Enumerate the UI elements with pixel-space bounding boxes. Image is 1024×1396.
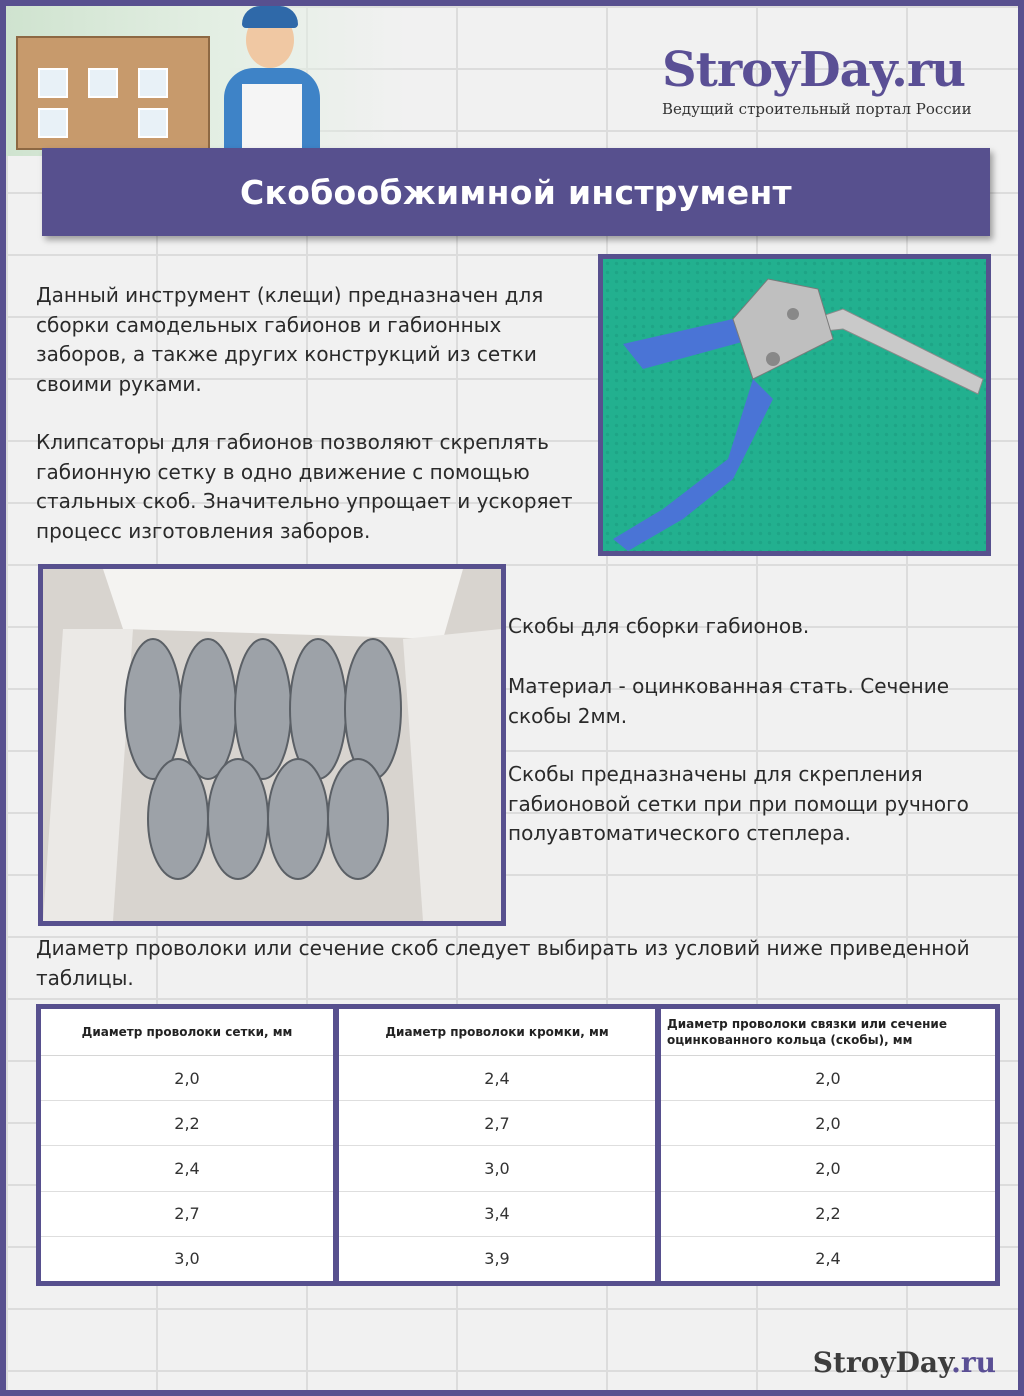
wire-diameter-table xyxy=(36,1004,1000,1286)
footer-logo-brand: StroyDay xyxy=(812,1346,952,1379)
table-cell: 3,9 xyxy=(484,1249,510,1269)
staples-illustration xyxy=(43,569,501,921)
table-cell: 2,4 xyxy=(815,1249,841,1269)
staples-line-3: Скобы предназначены для скрепления габионовой сетки при при помощи ручного полуавтоматического степлера. xyxy=(508,762,969,845)
table-column-binding xyxy=(661,1009,995,1281)
house-window xyxy=(138,68,168,98)
table-cell: 2,7 xyxy=(41,1192,333,1237)
staples-line-1: Скобы для сборки габионов. xyxy=(508,614,810,638)
worker-illustration xyxy=(216,6,326,154)
house-illustration xyxy=(16,36,210,150)
intro-paragraph-1: Данный инструмент (клещи) предназначен для сборки самодельных габионов и габионных заборов, а также других конструкций из сетки своими руками. xyxy=(36,283,544,396)
table-cell: 3,4 xyxy=(339,1192,655,1237)
table-header-mesh: Диаметр проволоки сетки, мм xyxy=(41,1009,333,1056)
logo-tagline: Ведущий строительный портал России xyxy=(662,100,972,118)
table-cell: 2,0 xyxy=(41,1056,333,1101)
table-column-mesh xyxy=(41,1009,333,1281)
house-window xyxy=(138,108,168,138)
tool-mechanism xyxy=(733,279,833,379)
footer-logo-domain: .ru xyxy=(951,1346,996,1379)
table-cell: 2,0 xyxy=(661,1101,995,1146)
page-title: Скобообжимной инструмент xyxy=(240,172,792,212)
table-cell: 2,0 xyxy=(661,1146,995,1191)
tool-handle-lower xyxy=(613,379,773,551)
tool-handle-upper xyxy=(623,319,753,369)
house-window xyxy=(38,68,68,98)
table-cell: 3,0 xyxy=(174,1249,200,1269)
table-header-binding: Диаметр проволоки связки или сечение оцинкованного кольца (скобы), мм xyxy=(661,1009,995,1056)
table-cell: 2,4 xyxy=(339,1056,655,1101)
page-title-banner xyxy=(42,148,990,236)
crimping-tool-photo xyxy=(598,254,991,556)
table-intro: Диаметр проволоки или сечение скоб следует выбирать из условий ниже приведенной таблицы. xyxy=(36,936,970,990)
worker-overalls xyxy=(242,84,302,154)
tool-rivet xyxy=(787,308,799,320)
crimping-tool-illustration xyxy=(603,259,986,551)
table-cell: 2,2 xyxy=(661,1192,995,1237)
logo-text xyxy=(662,42,1002,98)
intro-paragraph-2: Клипсаторы для габионов позволяют скреплять габионную сетку в одно движение с помощью стальных скоб. Значительно упрощает и ускоряет процесс изготовления заборов. xyxy=(36,430,573,543)
table-cell: 2,4 xyxy=(41,1146,333,1191)
table-cell: 2,7 xyxy=(339,1101,655,1146)
table-cell: 2,2 xyxy=(41,1101,333,1146)
hero-illustration xyxy=(6,6,406,156)
staples-photo xyxy=(38,564,506,926)
tool-rivet xyxy=(766,352,780,366)
site-logo[interactable] xyxy=(662,42,1002,118)
footer-logo[interactable] xyxy=(813,1346,996,1379)
table-cell: 2,0 xyxy=(661,1056,995,1101)
table-cell: 3,0 xyxy=(339,1146,655,1191)
staple-rows xyxy=(125,639,401,879)
table-column-edge xyxy=(339,1009,655,1281)
logo-domain: .ru xyxy=(891,42,966,98)
house-window xyxy=(38,108,68,138)
logo-brand: StroyDay xyxy=(662,42,892,98)
house-window xyxy=(88,68,118,98)
table-header-edge: Диаметр проволоки кромки, мм xyxy=(339,1009,655,1056)
worker-cap xyxy=(242,6,298,28)
staples-line-2: Материал - оцинкованная стать. Сечение скобы 2мм. xyxy=(508,674,950,728)
box-lid xyxy=(103,569,463,639)
